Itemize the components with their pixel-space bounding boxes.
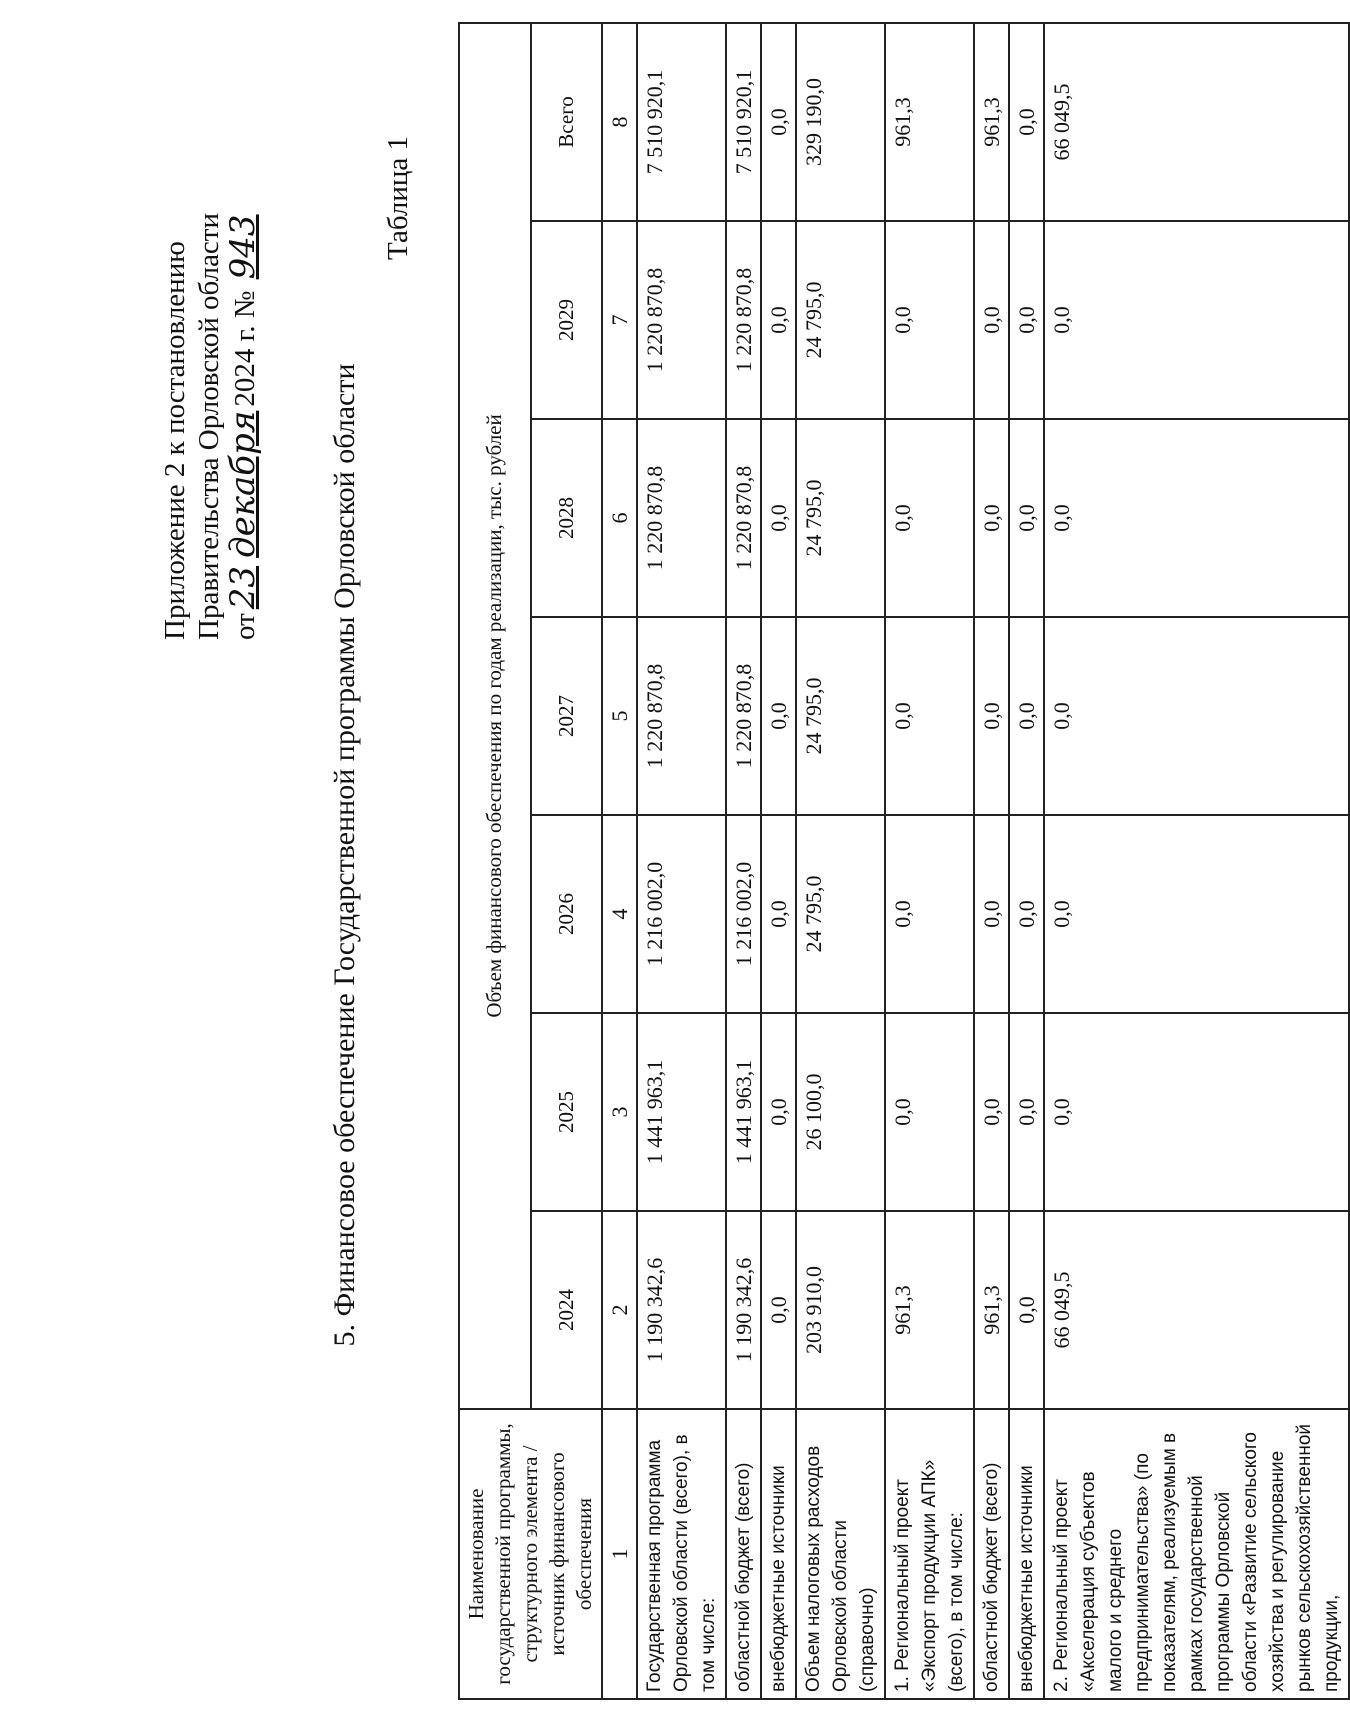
value-cell: 0,0 [974,1013,1009,1211]
section-heading: 5. Финансовое обеспечение Государственной программы Орловской области [328,363,361,1347]
funding-group-header: Объем финансового обеспечения по годам реализации, тыс. рублей [459,23,531,1409]
column-index: 4 [602,815,637,1013]
total-header: Всего [531,23,603,221]
value-cell: 961,3 [974,23,1009,221]
table-row [885,23,974,1699]
handwritten-month: декабря [223,410,263,558]
year-text: 2024 г. № [229,290,261,407]
value-cell: 0,0 [974,221,1009,419]
year-header: 2029 [531,221,603,419]
row-name-cell: 2. Региональный проект «Акселерация субъектов малого и среднего предпринимательства» (по показателям, реализуемым в рамках государственной программы Орловской области «Развитие сельского хозяйства и регулирование рынков сельскохозяйственной продукции, [1044,1409,1349,1699]
value-cell: 0,0 [1009,617,1044,815]
value-cell: 7 510 920,1 [726,23,761,221]
value-cell: 0,0 [1044,815,1349,1013]
value-cell: 66 049,5 [1044,1211,1349,1409]
handwritten-day: 23 [223,565,263,610]
table-row [796,23,885,1699]
value-cell: 0,0 [761,815,796,1013]
value-cell: 0,0 [885,221,974,419]
value-cell: 1 220 870,8 [726,221,761,419]
column-index: 3 [602,1013,637,1211]
financing-table [458,22,1350,1700]
value-cell: 0,0 [761,617,796,815]
value-cell: 1 216 002,0 [637,815,726,1013]
column-index: 6 [602,419,637,617]
value-cell: 24 795,0 [796,617,885,815]
table-row [761,23,796,1699]
table-caption: Таблица 1 [382,135,414,260]
year-header: 2024 [531,1211,603,1409]
value-cell: 1 220 870,8 [726,617,761,815]
table-row [1044,23,1349,1699]
value-cell: 0,0 [1009,23,1044,221]
value-cell: 0,0 [761,419,796,617]
value-cell: 203 910,0 [796,1211,885,1409]
column-index: 7 [602,221,637,419]
value-cell: 1 441 963,1 [726,1013,761,1211]
column-index: 1 [602,1409,637,1699]
value-cell: 1 190 342,6 [726,1211,761,1409]
value-cell: 0,0 [1009,815,1044,1013]
value-cell: 0,0 [1009,1013,1044,1211]
value-cell: 0,0 [885,419,974,617]
value-cell: 0,0 [1044,419,1349,617]
table-row [974,23,1009,1699]
value-cell: 961,3 [885,1211,974,1409]
value-cell: 0,0 [1009,419,1044,617]
handwritten-number: 943 [223,214,263,280]
value-cell: 0,0 [1009,1211,1044,1409]
value-cell: 66 049,5 [1044,23,1349,221]
value-cell: 26 100,0 [796,1013,885,1211]
appendix-note [158,40,262,640]
value-cell: 0,0 [761,221,796,419]
value-cell: 1 216 002,0 [726,815,761,1013]
value-cell: 961,3 [974,1211,1009,1409]
value-cell: 0,0 [885,617,974,815]
table-row [726,23,761,1699]
value-cell: 0,0 [1009,221,1044,419]
value-cell: 961,3 [885,23,974,221]
year-header: 2025 [531,1013,603,1211]
date-prefix: от [229,613,261,640]
appendix-line-2: Правительства Орловской области [193,213,225,640]
value-cell: 7 510 920,1 [637,23,726,221]
value-cell: 0,0 [761,1013,796,1211]
value-cell: 0,0 [1044,221,1349,419]
table-row [637,23,726,1699]
year-header: 2026 [531,815,603,1013]
row-name-cell: областной бюджет (всего) [974,1409,1009,1699]
value-cell: 0,0 [885,1013,974,1211]
appendix-line-1: Приложение 2 к постановлению [159,241,191,640]
value-cell: 24 795,0 [796,815,885,1013]
year-header: 2027 [531,617,603,815]
value-cell: 1 190 342,6 [637,1211,726,1409]
name-column-header: Наименование государственной программы, структурного элемента / источник финансового обеспечения [459,1409,602,1699]
value-cell: 0,0 [974,617,1009,815]
value-cell: 0,0 [974,815,1009,1013]
row-name-cell: внебюджетные источники [1009,1409,1044,1699]
value-cell: 1 220 870,8 [726,419,761,617]
column-index-row [602,23,637,1699]
appendix-line-3 [223,40,263,640]
value-cell: 1 220 870,8 [637,419,726,617]
row-name-cell: внебюджетные источники [761,1409,796,1699]
value-cell: 1 220 870,8 [637,617,726,815]
row-name-cell: Объем налоговых расходов Орловской области (справочно) [796,1409,885,1699]
value-cell: 0,0 [885,815,974,1013]
value-cell: 329 190,0 [796,23,885,221]
year-header: 2028 [531,419,603,617]
value-cell: 0,0 [974,419,1009,617]
value-cell: 0,0 [1044,617,1349,815]
value-cell: 24 795,0 [796,419,885,617]
value-cell: 24 795,0 [796,221,885,419]
table-row [1009,23,1044,1699]
value-cell: 0,0 [761,23,796,221]
row-name-cell: 1. Региональный проект «Экспорт продукции АПК» (всего), в том числе: [885,1409,974,1699]
row-name-cell: Государственная программа Орловской области (всего), в том числе: [637,1409,726,1699]
value-cell: 1 220 870,8 [637,221,726,419]
value-cell: 0,0 [1044,1013,1349,1211]
row-name-cell: областной бюджет (всего) [726,1409,761,1699]
column-index: 5 [602,617,637,815]
column-index: 8 [602,23,637,221]
value-cell: 1 441 963,1 [637,1013,726,1211]
column-index: 2 [602,1211,637,1409]
value-cell: 0,0 [761,1211,796,1409]
